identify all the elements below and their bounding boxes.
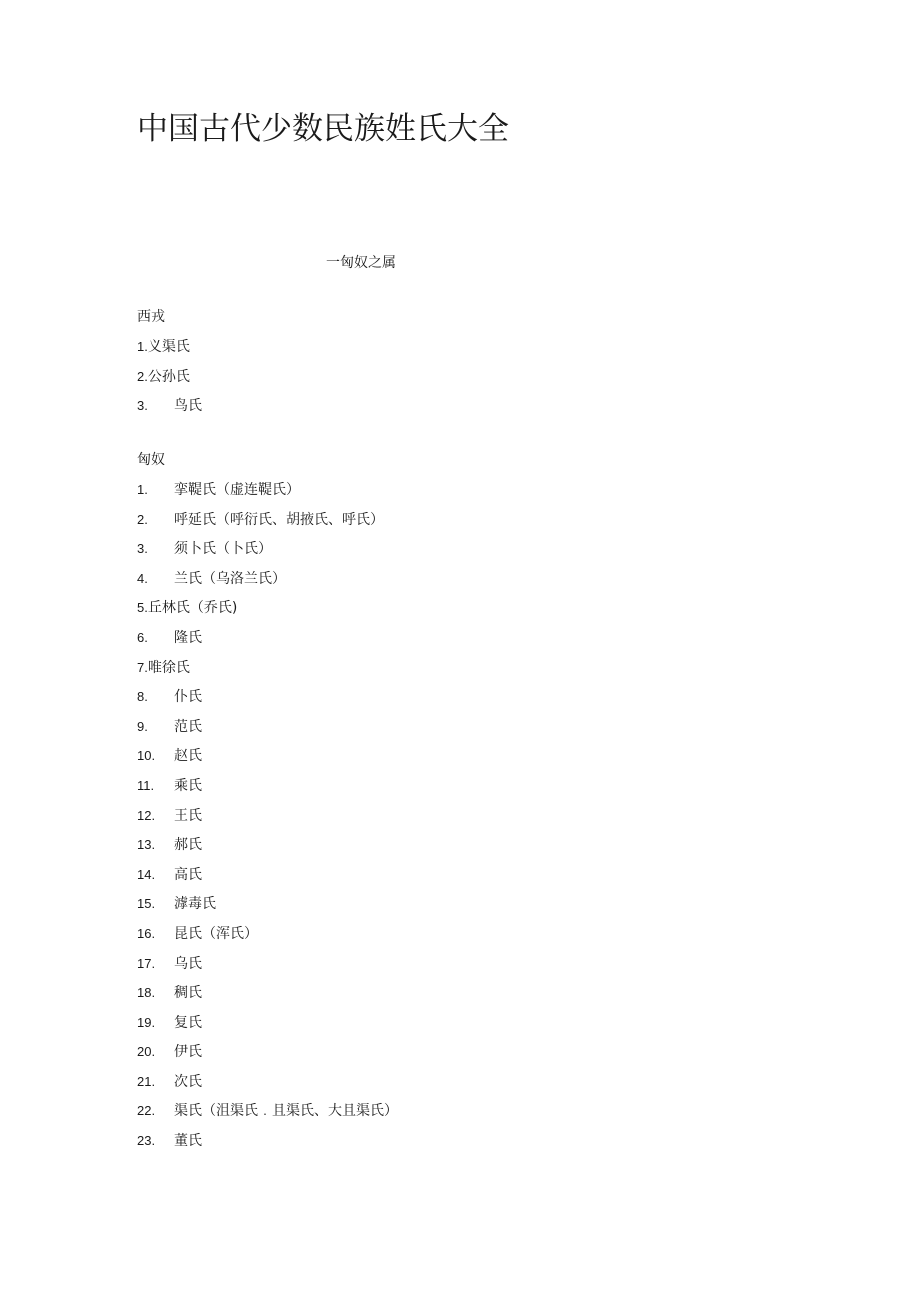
- list-item: [137, 1100, 398, 1130]
- list-item-number: 8.: [137, 689, 148, 705]
- list-item-number: 3.: [137, 398, 148, 414]
- list-item: [137, 1071, 398, 1101]
- list-item-number: 5.: [137, 600, 148, 616]
- list-item-number: 2.: [137, 368, 148, 384]
- list-item-number: 12.: [137, 807, 156, 823]
- list-item-number: 2.: [137, 511, 148, 527]
- list-item-text: 挛鞮氏（虚连鞮氏）: [174, 482, 300, 498]
- list-item: [137, 775, 398, 805]
- list-item-text: 义渠氏: [147, 339, 190, 355]
- list-item-text: 复氏: [174, 1014, 202, 1031]
- list-item: [137, 336, 202, 366]
- list-item-text: 仆氏: [174, 689, 202, 706]
- list-item-text: 次氏: [174, 1073, 202, 1090]
- list-item: [137, 1041, 398, 1071]
- section-heading: 一匈奴之属: [326, 255, 396, 271]
- list-item-number: 18.: [137, 985, 156, 1001]
- list-item-number: 1.: [137, 482, 148, 497]
- list-item-number: 6.: [137, 629, 148, 645]
- list-item-text: 隆氏: [174, 629, 202, 646]
- list-item-text: 郝氏: [174, 837, 202, 854]
- list-item: [137, 479, 398, 509]
- list-item-text: 乌氏: [174, 955, 202, 972]
- list-item-number: 15.: [137, 896, 156, 912]
- list-item-number: 4.: [137, 570, 148, 586]
- list-item-number: 22.: [137, 1103, 156, 1119]
- list-item-number: 3.: [137, 541, 148, 557]
- list-item: [137, 1012, 398, 1042]
- list-item: [137, 538, 398, 568]
- list-item: [137, 716, 398, 746]
- list-item-text: 伊氏: [174, 1044, 202, 1061]
- list-item: [137, 366, 202, 396]
- list-item-text: 公孙氏: [147, 368, 190, 385]
- list-item: [137, 834, 398, 864]
- list-item-text: 稠氏: [174, 985, 202, 1002]
- list-item-number: 14.: [137, 866, 156, 882]
- list-item-number: 1.: [137, 339, 148, 354]
- list-item: [137, 657, 398, 687]
- list-item: [137, 395, 202, 425]
- list-item-text: 王氏: [174, 807, 202, 824]
- list-item-text: 须卜氏（卜氏）: [174, 541, 272, 558]
- list-item-text: 呼延氏（呼衍氏、胡掖氏、呼氏）: [174, 511, 384, 528]
- group-label-xiongnu: 匈奴: [137, 452, 165, 468]
- list-item-text: 董氏: [174, 1133, 202, 1150]
- list-item: [137, 864, 398, 894]
- list-item: [137, 982, 398, 1012]
- list-item-number: 11.: [137, 777, 155, 793]
- list-item-text: 鸟氏: [174, 398, 202, 415]
- list-item-text: 唯徐氏: [147, 659, 190, 676]
- list-item-number: 17.: [137, 955, 156, 971]
- list-item-text: 赵氏: [174, 748, 202, 765]
- list-item: [137, 627, 398, 657]
- list-item-number: 10.: [137, 748, 156, 764]
- list-item-text: 乘氏: [174, 777, 202, 794]
- list-item-number: 20.: [137, 1044, 156, 1060]
- list-item: [137, 745, 398, 775]
- list-item: [137, 597, 398, 627]
- list-item: [137, 568, 398, 598]
- xirong-surname-list: [137, 336, 202, 425]
- xiongnu-surname-list: [137, 479, 398, 1160]
- list-item-number: 21.: [137, 1073, 156, 1089]
- list-item-text: 高氏: [174, 866, 202, 883]
- list-item-number: 16.: [137, 925, 156, 941]
- list-item-text: 渠氏（沮渠氏﹒且渠氏、大且渠氏）: [174, 1103, 398, 1120]
- list-item-text: 丘林氏（乔氏): [147, 600, 238, 617]
- list-item-number: 23.: [137, 1133, 156, 1149]
- list-item-text: 滹毒氏: [174, 896, 216, 913]
- list-item: [137, 1130, 398, 1160]
- list-item-text: 昆氏（浑氏）: [174, 925, 258, 942]
- list-item: [137, 923, 398, 953]
- list-item: [137, 686, 398, 716]
- list-item-text: 范氏: [174, 718, 202, 735]
- list-item: [137, 953, 398, 983]
- list-item-text: 兰氏（乌洛兰氏）: [174, 570, 286, 587]
- list-item: [137, 893, 398, 923]
- list-item-number: 19.: [137, 1014, 156, 1030]
- group-label-xirong: 西戎: [137, 309, 165, 325]
- page-title: 中国古代少数民族姓氏大全: [137, 111, 509, 147]
- list-item: [137, 509, 398, 539]
- list-item-number: 13.: [137, 837, 156, 853]
- list-item-number: 9.: [137, 718, 148, 734]
- list-item-number: 7.: [137, 659, 148, 675]
- list-item: [137, 805, 398, 835]
